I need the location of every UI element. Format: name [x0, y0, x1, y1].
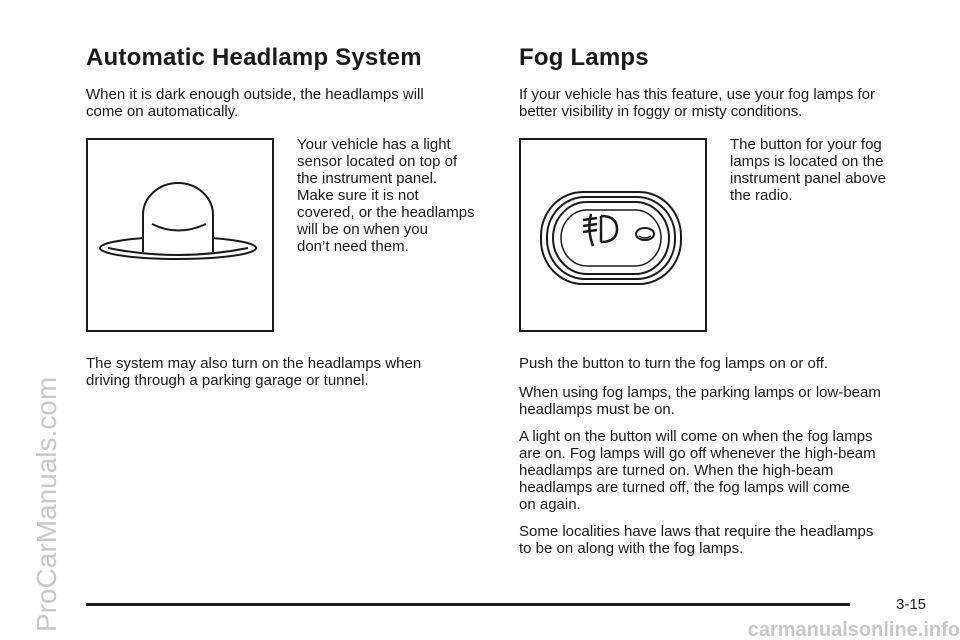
intro-paragraph: When it is dark enough outside, the headlamps will come on automatically. [86, 86, 424, 120]
push-button-paragraph: Push the button to turn the fog lamps on or off. [519, 355, 829, 372]
footer-rule [86, 603, 850, 606]
section-heading: Automatic Headlamp System [86, 44, 422, 71]
light-sensor-figure [86, 138, 274, 332]
lamps-required-paragraph: When using fog lamps, the parking lamps or low-beam headlamps must be on. [519, 384, 881, 418]
intro-paragraph: If your vehicle has this feature, use your fog lamps for better visibility in foggy or misty conditions. [519, 86, 876, 120]
bottom-watermark-text: carmanualsonline.info [747, 619, 960, 640]
button-location-description: The button for your fog lamps is located on the instrument panel above the radio. [730, 136, 886, 204]
localities-paragraph: Some localities have laws that require the headlamps to be on along with the fog lamps. [519, 523, 874, 557]
fog-lamp-button-icon [521, 140, 705, 330]
page-number: 3-15 [896, 596, 927, 613]
light-sensor-icon [88, 140, 272, 330]
outro-paragraph: The system may also turn on the headlamps when driving through a parking garage or tunnel. [86, 355, 422, 389]
side-watermark-text: ProCarManuals.com [31, 376, 62, 632]
fog-lamp-button-figure [519, 138, 707, 332]
indicator-light-paragraph: A light on the button will come on when the fog lamps are on. Fog lamps will go off whenever the high-beam headlamps are turned on. When the high-beam headlamps are turned off, the fog lamps will come on again. [519, 428, 876, 513]
section-heading: Fog Lamps [519, 44, 649, 71]
bottom-watermark [560, 616, 960, 640]
side-watermark [8, 0, 68, 640]
sensor-description: Your vehicle has a light sensor located on top of the instrument panel. Make sure it is not covered, or the headlamps will be on when you don’t need them. [297, 136, 475, 255]
